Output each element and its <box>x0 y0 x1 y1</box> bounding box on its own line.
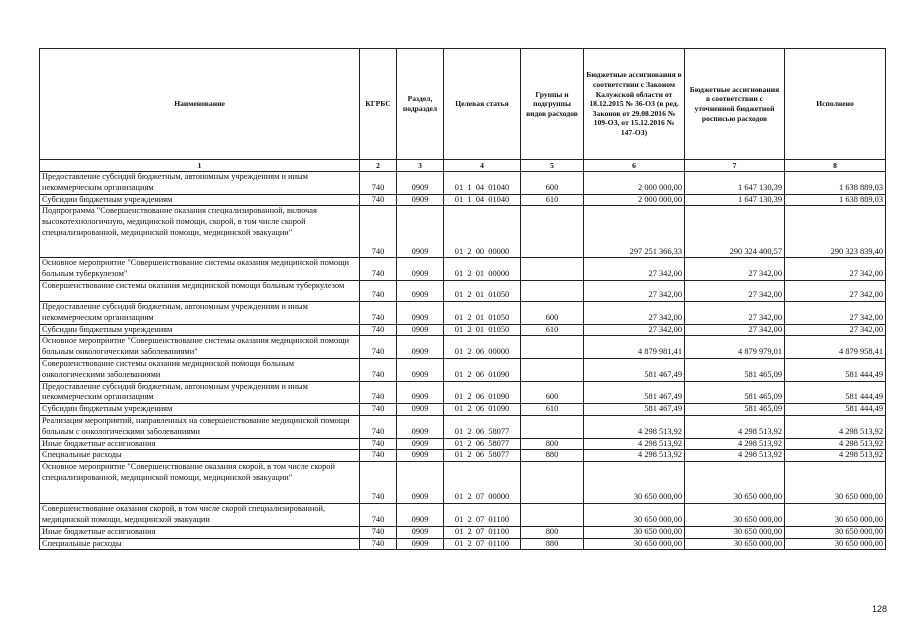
row-executed-cell: 4 879 958,41 <box>785 336 886 359</box>
row-section-cell: 0909 <box>397 301 444 324</box>
row-executed-cell: 30 650 000,00 <box>785 538 886 550</box>
table-row <box>40 526 886 538</box>
row-alloc-law-cell: 4 298 513,92 <box>584 415 685 438</box>
row-target-cell: 01 2 01 01050 <box>444 324 521 336</box>
row-executed-cell: 4 298 513,92 <box>785 415 886 438</box>
row-kgrbs-cell: 740 <box>360 324 397 336</box>
row-group-cell: 600 <box>521 172 584 195</box>
row-group-cell: 610 <box>521 404 584 416</box>
page-number: 128 <box>871 604 887 614</box>
row-alloc-law-cell: 581 467,49 <box>584 381 685 404</box>
col-number: 3 <box>397 160 444 172</box>
row-name-cell: Основное мероприятие "Совершенствование оказания скорой, в том числе скорой специализированной, медицинской помощи, медицинской эвакуации" <box>40 462 360 504</box>
row-group-cell <box>521 415 584 438</box>
row-alloc-spec-cell: 1 647 130,39 <box>685 194 785 206</box>
row-group-cell: 600 <box>521 381 584 404</box>
row-target-cell: 01 2 06 58077 <box>444 415 521 438</box>
row-executed-cell: 581 444,49 <box>785 404 886 416</box>
table-body <box>40 172 886 550</box>
table-row <box>40 381 886 404</box>
budget-table <box>39 48 886 550</box>
row-section-cell: 0909 <box>397 381 444 404</box>
row-group-cell <box>521 280 584 301</box>
col-number: 2 <box>360 160 397 172</box>
row-alloc-spec-cell: 4 879 979,01 <box>685 336 785 359</box>
row-alloc-spec-cell: 30 650 000,00 <box>685 538 785 550</box>
table-row <box>40 280 886 301</box>
row-kgrbs-cell: 740 <box>360 336 397 359</box>
row-alloc-spec-cell: 581 465,09 <box>685 404 785 416</box>
row-alloc-law-cell: 30 650 000,00 <box>584 504 685 527</box>
header-name: Наименование <box>40 49 360 160</box>
budget-table-container <box>39 48 885 550</box>
row-executed-cell: 4 298 513,92 <box>785 438 886 450</box>
row-kgrbs-cell: 740 <box>360 301 397 324</box>
row-kgrbs-cell: 740 <box>360 526 397 538</box>
row-group-cell: 610 <box>521 324 584 336</box>
row-kgrbs-cell: 740 <box>360 450 397 462</box>
col-number: 8 <box>785 160 886 172</box>
row-alloc-law-cell: 30 650 000,00 <box>584 462 685 504</box>
row-group-cell <box>521 336 584 359</box>
row-section-cell: 0909 <box>397 336 444 359</box>
header-kgrbs: КГРБС <box>360 49 397 160</box>
table-row <box>40 301 886 324</box>
col-number: 7 <box>685 160 785 172</box>
row-executed-cell: 581 444,49 <box>785 381 886 404</box>
table-row <box>40 438 886 450</box>
row-name-cell: Реализация мероприятий, направленных на совершенствование медицинской помощи больным с онкологическими заболеваниями <box>40 415 360 438</box>
row-group-cell: 800 <box>521 438 584 450</box>
row-kgrbs-cell: 740 <box>360 462 397 504</box>
row-group-cell <box>521 358 584 381</box>
row-section-cell: 0909 <box>397 258 444 281</box>
col-number: 6 <box>584 160 685 172</box>
table-row <box>40 415 886 438</box>
header-alloc-law: Бюджетные ассигнования в соответствии с Законом Калужской области от 18.12.2015 № 36-ОЗ (в ред. Законов от 29.08.2016 № 109-ОЗ, от 15.12.2016 № 147-ОЗ) <box>584 49 685 160</box>
table-row <box>40 358 886 381</box>
row-alloc-spec-cell: 4 298 513,92 <box>685 438 785 450</box>
row-executed-cell: 30 650 000,00 <box>785 526 886 538</box>
col-number: 1 <box>40 160 360 172</box>
row-section-cell: 0909 <box>397 358 444 381</box>
table-row <box>40 258 886 281</box>
row-target-cell: 01 1 04 01040 <box>444 172 521 195</box>
row-alloc-spec-cell: 30 650 000,00 <box>685 504 785 527</box>
row-alloc-law-cell: 581 467,49 <box>584 404 685 416</box>
row-target-cell: 01 2 06 58077 <box>444 438 521 450</box>
table-row <box>40 450 886 462</box>
row-group-cell <box>521 462 584 504</box>
row-target-cell: 01 2 07 01100 <box>444 538 521 550</box>
table-row <box>40 504 886 527</box>
table-row <box>40 324 886 336</box>
header-alloc-spec: Бюджетные ассигнования в соответствии с уточненной бюджетной росписью расходов <box>685 49 785 160</box>
row-section-cell: 0909 <box>397 526 444 538</box>
row-section-cell: 0909 <box>397 462 444 504</box>
header-target: Целевая статья <box>444 49 521 160</box>
row-name-cell: Совершенствование системы оказания медицинской помощи больным онкологическими заболеваниями <box>40 358 360 381</box>
row-section-cell: 0909 <box>397 404 444 416</box>
row-alloc-law-cell: 581 467,49 <box>584 358 685 381</box>
row-name-cell: Предоставление субсидий бюджетным, автономным учреждениям и иным некоммерческим организациям <box>40 381 360 404</box>
row-target-cell: 01 2 06 01090 <box>444 404 521 416</box>
row-group-cell: 610 <box>521 194 584 206</box>
row-alloc-spec-cell: 4 298 513,92 <box>685 415 785 438</box>
row-group-cell <box>521 258 584 281</box>
row-name-cell: Субсидии бюджетным учреждениям <box>40 404 360 416</box>
row-name-cell: Основное мероприятие "Совершенствование системы оказания медицинской помощи больным туберкулезом" <box>40 258 360 281</box>
row-target-cell: 01 2 06 00000 <box>444 336 521 359</box>
row-target-cell: 01 2 06 01090 <box>444 358 521 381</box>
row-alloc-law-cell: 297 251 366,33 <box>584 206 685 258</box>
header-section: Раздел, подраздел <box>397 49 444 160</box>
row-section-cell: 0909 <box>397 194 444 206</box>
row-section-cell: 0909 <box>397 206 444 258</box>
row-section-cell: 0909 <box>397 280 444 301</box>
table-row <box>40 172 886 195</box>
row-kgrbs-cell: 740 <box>360 438 397 450</box>
row-executed-cell: 1 638 889,03 <box>785 194 886 206</box>
row-target-cell: 01 2 06 01090 <box>444 381 521 404</box>
header-executed: Исполнено <box>785 49 886 160</box>
row-target-cell: 01 1 04 01040 <box>444 194 521 206</box>
row-name-cell: Подпрограмма "Совершенствование оказания специализированной, включая высокотехнологичную, медицинской помощи, скорой, в том числе скорой специализированной, медицинской помощи, медицинской эвакуации" <box>40 206 360 258</box>
table-row <box>40 538 886 550</box>
table-row <box>40 462 886 504</box>
row-kgrbs-cell: 740 <box>360 504 397 527</box>
row-kgrbs-cell: 740 <box>360 206 397 258</box>
row-alloc-law-cell: 2 000 000,00 <box>584 194 685 206</box>
row-alloc-law-cell: 27 342,00 <box>584 324 685 336</box>
row-target-cell: 01 2 01 01050 <box>444 301 521 324</box>
row-group-cell <box>521 504 584 527</box>
row-alloc-law-cell: 30 650 000,00 <box>584 538 685 550</box>
row-alloc-law-cell: 4 298 513,92 <box>584 438 685 450</box>
row-alloc-law-cell: 4 298 513,92 <box>584 450 685 462</box>
row-executed-cell: 30 650 000,00 <box>785 462 886 504</box>
row-executed-cell: 1 638 889,03 <box>785 172 886 195</box>
row-kgrbs-cell: 740 <box>360 381 397 404</box>
row-name-cell: Специальные расходы <box>40 450 360 462</box>
header-groups: Группы и подгруппы видов расходов <box>521 49 584 160</box>
table-header-row <box>40 49 886 160</box>
row-target-cell: 01 2 01 01050 <box>444 280 521 301</box>
table-row <box>40 336 886 359</box>
row-kgrbs-cell: 740 <box>360 280 397 301</box>
row-alloc-law-cell: 2 000 000,00 <box>584 172 685 195</box>
row-kgrbs-cell: 740 <box>360 172 397 195</box>
table-row <box>40 194 886 206</box>
row-alloc-spec-cell: 4 298 513,92 <box>685 450 785 462</box>
row-alloc-law-cell: 30 650 000,00 <box>584 526 685 538</box>
row-alloc-law-cell: 4 879 981,41 <box>584 336 685 359</box>
row-kgrbs-cell: 740 <box>360 258 397 281</box>
row-kgrbs-cell: 740 <box>360 194 397 206</box>
row-group-cell: 800 <box>521 526 584 538</box>
row-name-cell: Совершенствование системы оказания медицинской помощи больным туберкулезом <box>40 280 360 301</box>
row-executed-cell: 27 342,00 <box>785 324 886 336</box>
row-alloc-spec-cell: 27 342,00 <box>685 301 785 324</box>
row-kgrbs-cell: 740 <box>360 538 397 550</box>
row-alloc-spec-cell: 27 342,00 <box>685 280 785 301</box>
row-target-cell: 01 2 07 01100 <box>444 504 521 527</box>
row-section-cell: 0909 <box>397 324 444 336</box>
row-alloc-spec-cell: 581 465,09 <box>685 358 785 381</box>
row-name-cell: Субсидии бюджетным учреждениям <box>40 194 360 206</box>
row-alloc-spec-cell: 290 324 400,57 <box>685 206 785 258</box>
row-alloc-law-cell: 27 342,00 <box>584 301 685 324</box>
row-section-cell: 0909 <box>397 450 444 462</box>
row-name-cell: Специальные расходы <box>40 538 360 550</box>
row-section-cell: 0909 <box>397 438 444 450</box>
row-section-cell: 0909 <box>397 538 444 550</box>
row-alloc-spec-cell: 30 650 000,00 <box>685 526 785 538</box>
row-alloc-spec-cell: 27 342,00 <box>685 258 785 281</box>
row-group-cell: 880 <box>521 538 584 550</box>
row-section-cell: 0909 <box>397 504 444 527</box>
row-executed-cell: 4 298 513,92 <box>785 450 886 462</box>
row-alloc-spec-cell: 1 647 130,39 <box>685 172 785 195</box>
row-executed-cell: 290 323 839,40 <box>785 206 886 258</box>
row-group-cell: 600 <box>521 301 584 324</box>
table-row <box>40 206 886 258</box>
col-number: 5 <box>521 160 584 172</box>
row-alloc-spec-cell: 581 465,09 <box>685 381 785 404</box>
row-group-cell: 880 <box>521 450 584 462</box>
row-executed-cell: 27 342,00 <box>785 258 886 281</box>
table-row <box>40 404 886 416</box>
row-target-cell: 01 2 07 00000 <box>444 462 521 504</box>
row-executed-cell: 30 650 000,00 <box>785 504 886 527</box>
row-alloc-law-cell: 27 342,00 <box>584 258 685 281</box>
row-executed-cell: 27 342,00 <box>785 280 886 301</box>
row-alloc-spec-cell: 30 650 000,00 <box>685 462 785 504</box>
row-alloc-law-cell: 27 342,00 <box>584 280 685 301</box>
row-kgrbs-cell: 740 <box>360 358 397 381</box>
row-name-cell: Иные бюджетные ассигнования <box>40 438 360 450</box>
row-target-cell: 01 2 01 00000 <box>444 258 521 281</box>
col-number: 4 <box>444 160 521 172</box>
row-section-cell: 0909 <box>397 415 444 438</box>
row-target-cell: 01 2 00 00000 <box>444 206 521 258</box>
row-executed-cell: 581 444,49 <box>785 358 886 381</box>
row-group-cell <box>521 206 584 258</box>
row-name-cell: Совершенствование оказания скорой, в том числе скорой специализированной, медицинской помощи, медицинской эвакуации <box>40 504 360 527</box>
row-executed-cell: 27 342,00 <box>785 301 886 324</box>
row-name-cell: Основное мероприятие "Совершенствование системы оказания медицинской помощи больным онкологическими заболеваниями" <box>40 336 360 359</box>
row-kgrbs-cell: 740 <box>360 415 397 438</box>
row-name-cell: Иные бюджетные ассигнования <box>40 526 360 538</box>
column-number-row <box>40 160 886 172</box>
row-alloc-spec-cell: 27 342,00 <box>685 324 785 336</box>
row-name-cell: Предоставление субсидий бюджетным, автономным учреждениям и иным некоммерческим организациям <box>40 301 360 324</box>
row-target-cell: 01 2 07 01100 <box>444 526 521 538</box>
row-target-cell: 01 2 06 58077 <box>444 450 521 462</box>
row-name-cell: Предоставление субсидий бюджетным, автономным учреждениям и иным некоммерческим организациям <box>40 172 360 195</box>
row-kgrbs-cell: 740 <box>360 404 397 416</box>
row-name-cell: Субсидии бюджетным учреждениям <box>40 324 360 336</box>
row-section-cell: 0909 <box>397 172 444 195</box>
